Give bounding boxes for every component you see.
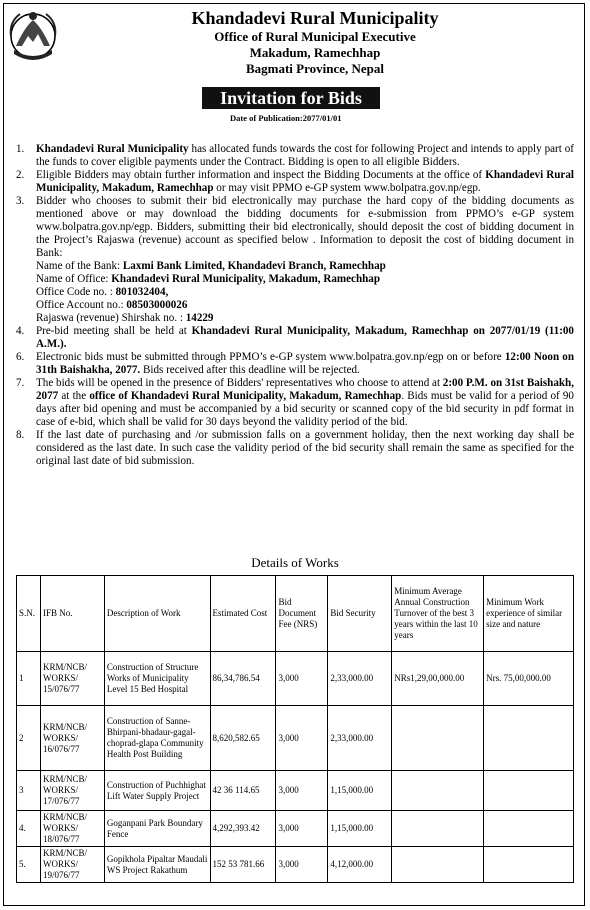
cell-experience (484, 706, 574, 771)
cell-sn: 5. (17, 847, 41, 883)
cell-experience (484, 771, 574, 811)
cell-description: Construction of Structure Works of Municipality Level 15 Bed Hospital (104, 652, 210, 706)
cell-description: Gopikhola Pipaltar Maudali WS Project Rakathum (104, 847, 210, 883)
cell-cost: 42 36 114.65 (210, 771, 276, 811)
cell-turnover (392, 706, 484, 771)
list-item: 4. Pre-bid meeting shall be held at Khandadevi Rural Municipality, Makadum, Ramechhap on 2077/01/19 (11:00 A.M.). (16, 325, 574, 350)
table-row (17, 811, 574, 847)
cell-cost: 152 53 781.66 (210, 847, 276, 883)
cell-security: 1,15,000.00 (328, 811, 392, 847)
list-item: 1. Khandadevi Rural Municipality has allocated funds towards the cost for following Project and intends to apply part of the funds to cover eligible payments under the Contract. Bidding is open to all eligible Bidders. (16, 143, 574, 168)
cell-sn: 2 (17, 706, 41, 771)
cell-description: Construction of Sanne-Bhirpani-bhadaur-gagal-choprad-glapa Community Health Post Building (104, 706, 210, 771)
title-banner: Invitation for Bids (202, 87, 380, 109)
col-header: Description of Work (104, 576, 210, 652)
list-item: 8. If the last date of purchasing and /or submission falls on a government holiday, then the next working day shall be considered as the last date. In such case the validity period of the bid security shall remain the same as specified for the original last date of bid submission. (16, 429, 574, 467)
col-header: Bid Security (328, 576, 392, 652)
cell-ifb: KRM/NCB/ WORKS/ 17/076/77 (40, 771, 104, 811)
cell-ifb: KRM/NCB/ WORKS/ 16/076/77 (40, 706, 104, 771)
cell-ifb: KRM/NCB/ WORKS/ 18/076/77 (40, 811, 104, 847)
cell-sn: 1 (17, 652, 41, 706)
cell-cost: 8,620,582.65 (210, 706, 276, 771)
col-header: Minimum Work experience of similar size and nature (484, 576, 574, 652)
list-item: 6. Electronic bids must be submitted through PPMO’s e-GP system www.bolpatra.gov.np/egp on or before 12:00 Noon on 31th Baishakha, 2077. Bids received after this deadline will be rejected. (16, 351, 575, 376)
cell-fee: 3,000 (276, 771, 328, 811)
cell-experience (484, 811, 574, 847)
cell-security: 2,33,000.00 (328, 706, 392, 771)
col-header: Estimated Cost (210, 576, 276, 652)
cell-experience (484, 847, 574, 883)
col-header: Minimum Average Annual Construction Turnover of the best 3 years within the last 10 years (392, 576, 484, 652)
list-item: 7. The bids will be opened in the presence of Bidders' representatives who choose to attend at 2:00 P.M. on 31st Baishakh, 2077 at the office of Khandadevi Rural Municipality, Makadum, Ramechhap. Bids must be valid for a period of 90 days after bid opening and must be accompanied by a bid security or scanned copy of the bid security in pdf format in case of e-bid, which shall be valid for 30 days beyond the validity period of the bid. (16, 377, 574, 428)
table-row (17, 706, 574, 771)
province: Bagmati Province, Nepal (245, 61, 385, 76)
col-header: IFB No. (40, 576, 104, 652)
table-row (17, 652, 574, 706)
list-item: 2. Eligible Bidders may obtain further information and inspect the Bidding Documents at the office of Khandadevi Rural Municipality, Makadum, Ramechhap or may visit PPMO e-GP system www.bolpatra.gov.np/egp. (16, 169, 574, 194)
cell-fee: 3,000 (276, 706, 328, 771)
cell-ifb: KRM/NCB/ WORKS/ 19/076/77 (40, 847, 104, 883)
cell-fee: 3,000 (276, 652, 328, 706)
col-header: Bid Document Fee (NRS) (276, 576, 328, 652)
cell-security: 4,12,000.00 (328, 847, 392, 883)
org-name: Khandadevi Rural Municipality (191, 8, 439, 28)
cell-turnover (392, 811, 484, 847)
bank-info: Name of the Bank: Laxmi Bank Limited, Khandadevi Branch, Ramechhap Name of Office: Khandadevi Rural Municipality, Makadum, Ramechhap Office Code no. : 801032404, Office Account no.: 08503000026 Rajaswa (revenue) Shirshak no. : 14229 (36, 260, 386, 324)
cell-sn: 3 (17, 771, 41, 811)
cell-turnover (392, 771, 484, 811)
cell-cost: 86,34,786.54 (210, 652, 276, 706)
cell-experience: Nrs. 75,00,000.00 (484, 652, 574, 706)
notice-items (16, 143, 574, 468)
cell-turnover (392, 847, 484, 883)
cell-security: 1,15,000.00 (328, 771, 392, 811)
cell-fee: 3,000 (276, 811, 328, 847)
cell-description: Construction of Puchhighat Lift Water Supply Project (104, 771, 210, 811)
col-header: S.N. (17, 576, 41, 652)
cell-cost: 4,292,393.42 (210, 811, 276, 847)
cell-fee: 3,000 (276, 847, 328, 883)
cell-description: Goganpani Park Boundary Fence (104, 811, 210, 847)
list-item: 3. Bidder who chooses to submit their bid electronically may purchase the hard copy of the bidding documents as mentioned above or may download the bidding documents for e-submission from PPMO’s e-GP system www.bolpatra.gov.np/egp. Bidders, submitting their bid electronically, should deposit the cost of bidding document in the Project’s Rajaswa (revenue) account as specified below . Information to deposit the cost of bidding document in Bank: Name of the Bank: Laxmi Bank Limited, Khandadevi Branch, Ramechhap Name of Office: Khandadevi Rural Municipality, Makadum, Ramechhap Office Code no. : 801032404, Office Account no.: 08503000026 Rajaswa (revenue) Shirshak no. : 14229 (16, 195, 574, 324)
cell-security: 2,33,000.00 (328, 652, 392, 706)
table-row (17, 847, 574, 883)
cell-sn: 4. (17, 811, 41, 847)
table-row (17, 771, 574, 811)
cell-ifb: KRM/NCB/ WORKS/ 15/076/77 (40, 652, 104, 706)
table-header-row (17, 576, 574, 652)
works-table (16, 575, 574, 883)
details-title: Details of Works (251, 555, 339, 570)
location: Makadum, Ramechhap (249, 45, 381, 60)
cell-turnover: NRs1,29,00,000.00 (392, 652, 484, 706)
publication-date: Date of Publication:2077/01/01 (230, 113, 342, 123)
office-name: Office of Rural Municipal Executive (214, 29, 416, 44)
